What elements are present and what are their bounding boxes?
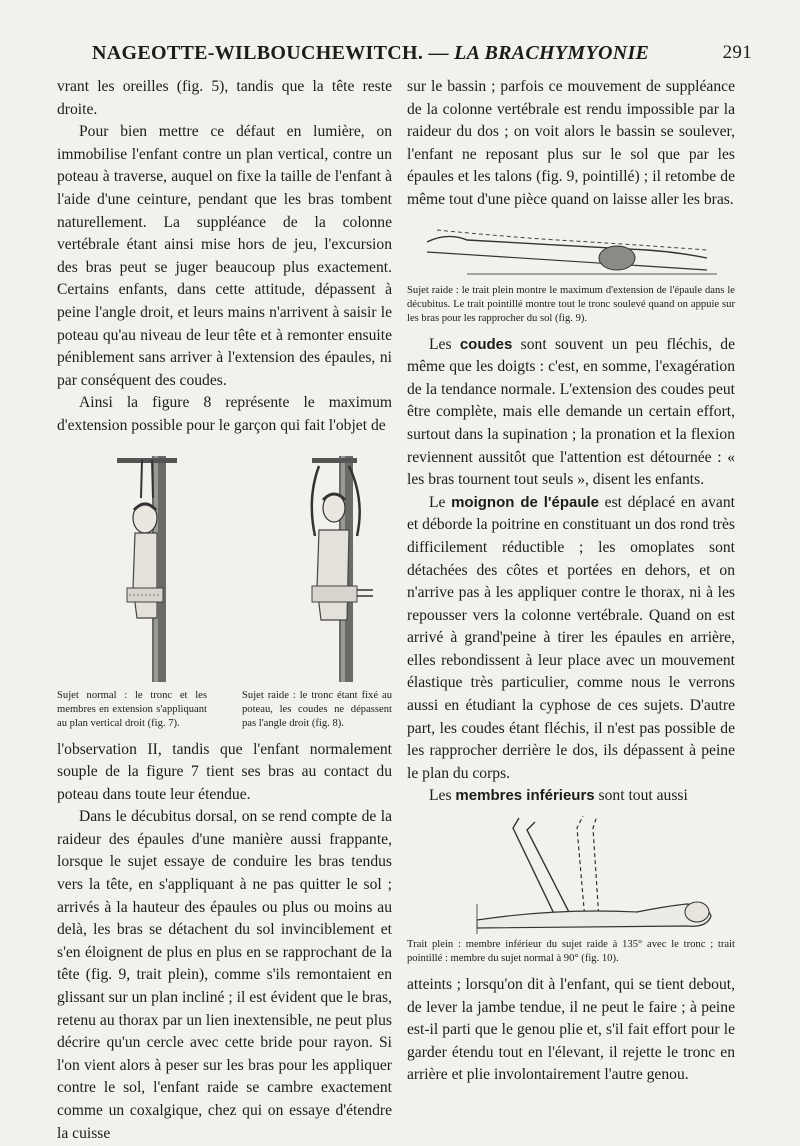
left-column [57, 76, 392, 1145]
text-run: Les [429, 335, 460, 353]
paragraph: Ainsi la figure 8 représente le maximum d'extension possible pour le garçon qui fait l'objet de [57, 394, 392, 434]
running-title [92, 42, 649, 65]
figure-7-8-captions [57, 689, 392, 731]
figure-9-caption: Sujet raide : le trait plein montre le maximum d'extension de l'épaule dans le décubitus. Le trait pointillé montre tout le tronc soulevé quand on appuie sur les bras pour les rapprocher du sol (fig. 9). [407, 284, 735, 324]
text-run: Le [429, 493, 452, 511]
figure-8-drawing [312, 456, 373, 682]
paragraph: atteints ; lorsqu'on dit à l'enfant, qui se tient debout, de lever la jambe tendue, il ne peut le faire ; à peine est-il parti que le genou plie et, s'il fait effort pour le garder étendu tout en l'élevant, il rejette le tronc en arrière et plie involontairement l'autre genou. [407, 976, 735, 1084]
paragraph: Pour bien mettre ce défaut en lumière, on immobilise l'enfant contre un plan vertical, contre un poteau à traverse, auquel on fixe la taille de l'enfant à l'aide d'une ceinture, pendant que les bras tombent naturellement. La suppléance de la colonne vertébrale étant ainsi mise hors de jeu, l'excursion des bras peut se juger beaucoup plus exactement. Certains enfants, dans cette attitude, dépassent à peine l'angle droit, et leurs mains n'arrivent à saisir le poteau qu'au niveau de leur tête et à remonter ensuite péniblement sans arriver à l'extension des épaules, ni par conséquent des coudes. [57, 123, 392, 389]
paragraph: Dans le décubitus dorsal, on se rend compte de la raideur des épaules d'une manière aussi frappante, lorsque le sujet essaye de conduire les bras tendus vers la tête, en s'appliquant à ne pas quitter le sol ; arrivés à la hauteur des épaules ou plus ou moins au delà, les bras se détachent du sol invinciblement et s'en éloignent de plus en plus en se rapprochant de la tête (fig. 9, trait plein), comme s'ils remontaient en glissant sur un plan incliné ; il est évident que le bras, retenu au thorax par un lien inextensible, ne peut plus décrire qu'un cercle avec cette bride pour rayon. Si l'on vient alors à peser sur les bras pour les appliquer contre le sol, l'enfant raide se cambre exactement comme un coxalgique, chez qui on essaye d'étendre la cuisse [57, 808, 392, 1142]
paragraph [407, 334, 735, 492]
running-header [62, 40, 752, 70]
figure-7-drawing [117, 456, 177, 682]
text-run: Les [429, 787, 456, 805]
paragraph: vrant les oreilles (fig. 5), tandis que la tête reste droite. [57, 78, 392, 118]
header-authors: NAGEOTTE-WILBOUCHEWITCH. [92, 42, 424, 64]
figure-8-caption: Sujet raide : le tronc étant fixé au poteau, les coudes ne dépassent pas l'angle droit (fig. 8). [242, 689, 392, 729]
bold-term: moignon de l'épaule [451, 493, 599, 511]
page-number: 291 [722, 42, 752, 63]
bold-term: membres inférieurs [455, 787, 595, 805]
paragraph [407, 785, 735, 808]
bold-term: coudes [459, 335, 513, 353]
figure-7-8-illustration [57, 438, 392, 683]
text-run: sont tout aussi [594, 787, 688, 805]
paragraph: l'observation II, tandis que l'enfant normalement souple de la figure 7 tient ses bras au contact du poteau dans toute leur étendue. [57, 740, 392, 803]
header-title: LA BRACHYMYONIE [454, 42, 650, 64]
right-column [407, 76, 735, 1087]
header-dash: — [428, 42, 449, 64]
text-run: sont souvent un peu fléchis, de même que les doigts : c'est, en somme, l'exagération de la tendance normale. L'extension des coudes peut être complète, mais elle demande un certain effort, surtout dans la supination ; la pronation et la flexion reviennent aussitôt que l'attention est détournée : « les bras tournent tout seuls », disent les enfants. [407, 335, 735, 489]
paragraph [407, 492, 735, 786]
figure-9-illustration [407, 212, 735, 282]
figure-7-caption: Sujet normal : le tronc et les membres en extension s'appliquant au plan vertical droit (fig. 7). [57, 689, 207, 729]
figure-10-illustration [407, 808, 735, 936]
figure-10-caption: Trait plein : membre inférieur du sujet raide à 135° avec le tronc ; trait pointillé : membre du sujet normal à 90° (fig. 10). [407, 939, 735, 965]
text-run: est déplacé en avant et déborde la poitrine en constituant un dos rond très difficilement réductible ; les omoplates sont détachées des côtes et portées en dehors, et on n'arrive pas à les appliquer contre le thorax, ni à les repousser vers la colonne vertébrale. Quand on est arrivé à grand'peine à tirer les épaules en arrière, elles rebondissent à leur place avec un mouvement élastique très particulier, comme nous le verrons aussi en étudiant la cyphose de ces sujets. D'autre part, les coudes étant fléchis, il n'est pas possible de les rapprocher derrière le dos, ils dépassent à peine le plan du corps. [407, 493, 735, 782]
paragraph: sur le bassin ; parfois ce mouvement de suppléance de la colonne vertébrale est rendu impossible par la raideur du dos ; on voit alors le bassin se soulever, l'enfant ne reposant plus sur le sol que par les épaules et les talons (fig. 9, pointillé) ; il retombe de même tout d'une pièce quand on laisse aller les bras. [407, 78, 735, 208]
